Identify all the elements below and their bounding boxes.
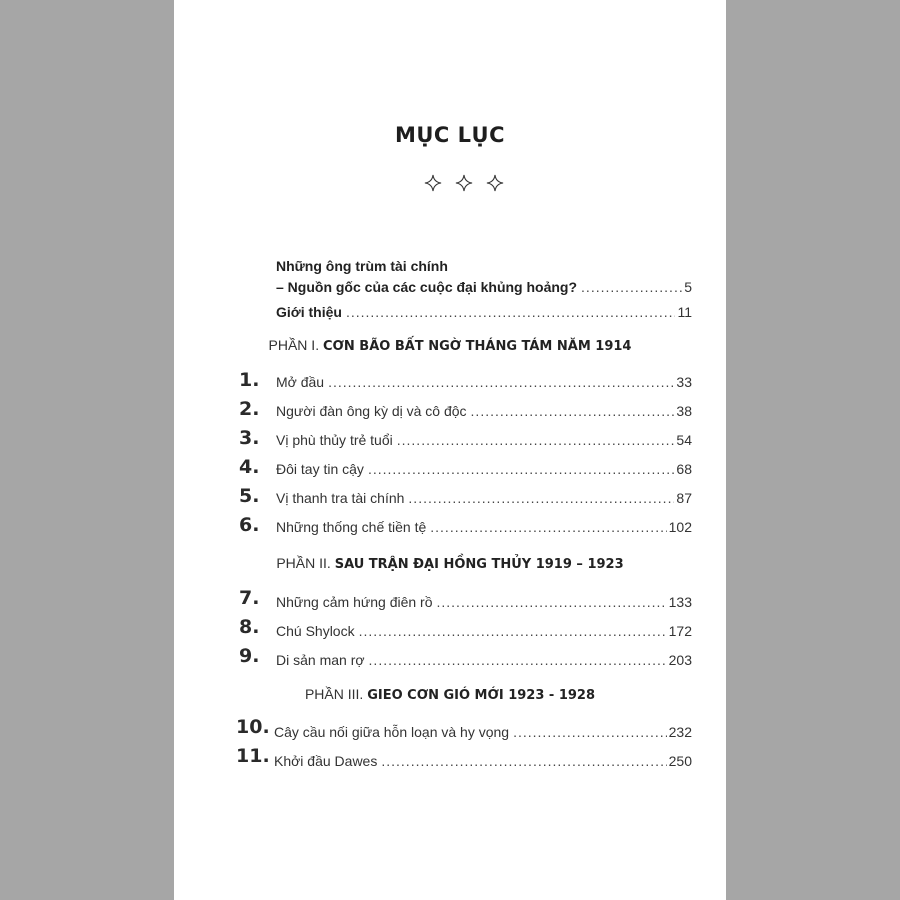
- toc-entry-label: – Nguồn gốc của các cuộc đại khủng hoảng?: [276, 279, 578, 295]
- part-title: CƠN BÃO BẤT NGỜ THÁNG TÁM NĂM 1914: [322, 339, 632, 354]
- chapter-number: 1.: [239, 369, 260, 391]
- toc-entry-page: 172: [668, 623, 692, 639]
- dot-leader: [430, 519, 666, 535]
- chapter-number: 9.: [239, 645, 260, 667]
- dot-leader: [368, 461, 674, 477]
- four-point-star-icon: [424, 174, 442, 192]
- toc-entry-chapter[interactable]: [276, 403, 692, 419]
- ornament-row: [424, 174, 504, 192]
- toc-entry-label: Di sản man rợ: [276, 652, 365, 668]
- dot-leader: [437, 594, 667, 610]
- part-title: GIEO CƠN GIÓ MỚI 1923 - 1928: [367, 688, 596, 703]
- toc-entry-page: 38: [676, 403, 692, 419]
- toc-entry-page: 102: [668, 519, 692, 535]
- toc-entry-chapter[interactable]: [276, 490, 692, 506]
- toc-entry-page: 33: [676, 374, 692, 390]
- toc-entry-page: 54: [676, 432, 692, 448]
- toc-entry-page: 250: [668, 753, 692, 769]
- chapter-number: 6.: [239, 514, 260, 536]
- intro-title-line1: Những ông trùm tài chính: [276, 258, 448, 274]
- toc-entry-chapter[interactable]: [276, 594, 692, 610]
- toc-entry-chapter[interactable]: [276, 623, 692, 639]
- chapter-number: 10.: [236, 716, 270, 738]
- toc-entry-label: Những cảm hứng điên rồ: [276, 594, 433, 610]
- book-page: [174, 0, 726, 900]
- toc-entry-chapter[interactable]: [276, 461, 692, 477]
- toc-entry-chapter[interactable]: [274, 724, 692, 740]
- part-prefix: PHẦN III.: [304, 686, 368, 702]
- toc-entry-page: 68: [676, 461, 692, 477]
- toc-entry-label: Cây cầu nối giữa hỗn loạn và hy vọng: [274, 724, 510, 740]
- four-point-star-icon: [486, 174, 504, 192]
- toc-entry-page: 133: [668, 594, 692, 610]
- toc-entry-label: Giới thiệu: [276, 304, 342, 320]
- toc-entry-chapter[interactable]: [276, 519, 692, 535]
- toc-entry-label: Vị thanh tra tài chính: [276, 490, 405, 506]
- toc-entry-label: Những thống chế tiền tệ: [276, 519, 427, 535]
- part-prefix: PHẦN I.: [268, 337, 323, 353]
- dot-leader: [471, 403, 675, 419]
- chapter-number: 8.: [239, 616, 260, 638]
- dot-leader: [359, 623, 667, 639]
- part-heading-2: [174, 555, 726, 572]
- part-prefix: PHẦN II.: [276, 555, 335, 571]
- toc-entry-page: 203: [668, 652, 692, 668]
- dot-leader: [369, 652, 667, 668]
- chapter-number: 7.: [239, 587, 260, 609]
- toc-entry-page: 87: [676, 490, 692, 506]
- toc-entry-intro-title[interactable]: [276, 279, 692, 295]
- toc-entry-label: Chú Shylock: [276, 623, 355, 639]
- part-title: SAU TRẬN ĐẠI HỒNG THỦY 1919 – 1923: [334, 557, 624, 572]
- dot-leader: [397, 432, 675, 448]
- dot-leader: [328, 374, 674, 390]
- chapter-number: 5.: [239, 485, 260, 507]
- toc-entry-label: Người đàn ông kỳ dị và cô độc: [276, 403, 467, 419]
- chapter-number: 11.: [236, 745, 270, 767]
- toc-entry-chapter[interactable]: [274, 753, 692, 769]
- toc-entry-label: Mở đầu: [276, 374, 325, 390]
- toc-entry-page: 11: [677, 304, 692, 320]
- toc-entry-chapter[interactable]: [276, 432, 692, 448]
- dot-leader: [581, 279, 682, 295]
- dot-leader: [408, 490, 674, 506]
- chapter-number: 2.: [239, 398, 260, 420]
- dot-leader: [381, 753, 666, 769]
- chapter-number: 4.: [239, 456, 260, 478]
- dot-leader: [513, 724, 667, 740]
- toc-entry-page: 5: [684, 279, 692, 295]
- toc-entry-label: Khởi đầu Dawes: [274, 753, 378, 769]
- dot-leader: [346, 304, 676, 320]
- chapter-number: 3.: [239, 427, 260, 449]
- page-title: MỤC LỤC: [394, 123, 506, 147]
- part-heading-3: [174, 686, 726, 703]
- toc-entry-introduction[interactable]: [276, 304, 692, 320]
- part-heading-1: [174, 337, 726, 354]
- toc-entry-label: Vị phù thủy trẻ tuổi: [276, 432, 393, 448]
- toc-entry-label: Đôi tay tin cậy: [276, 461, 364, 477]
- toc-entry-chapter[interactable]: [276, 652, 692, 668]
- toc-entry-page: 232: [668, 724, 692, 740]
- toc-entry-chapter[interactable]: [276, 374, 692, 390]
- four-point-star-icon: [455, 174, 473, 192]
